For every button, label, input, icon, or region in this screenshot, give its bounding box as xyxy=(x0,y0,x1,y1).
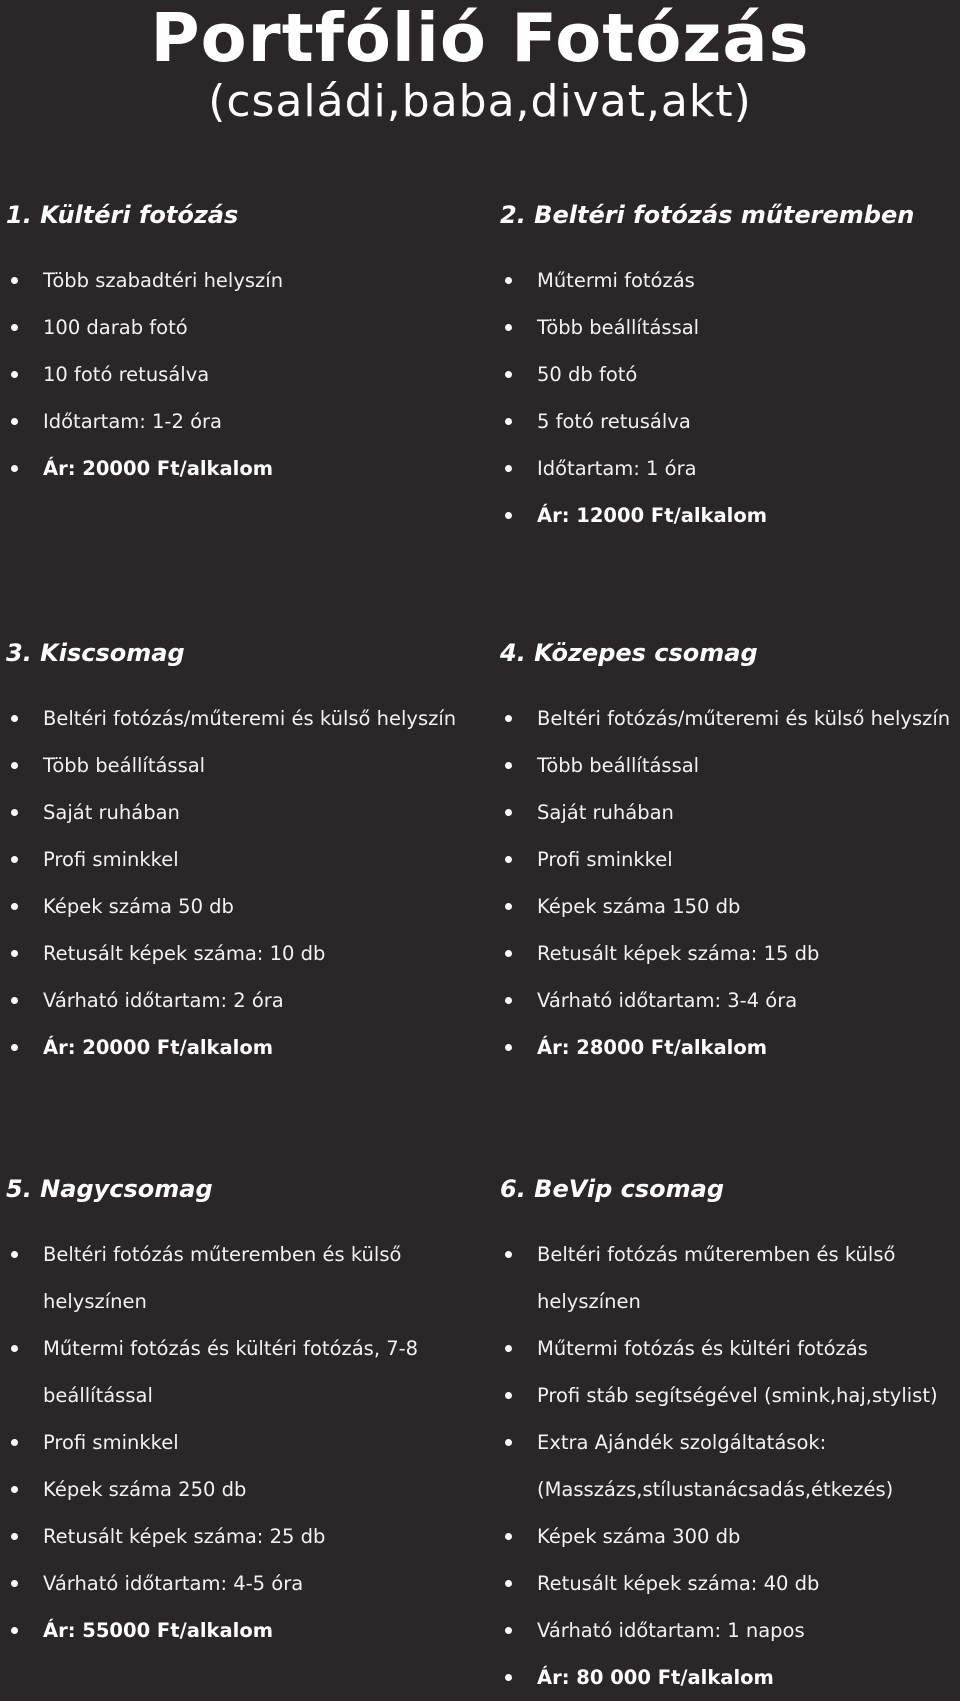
list-item: Saját ruhában xyxy=(500,789,960,836)
list-item: Retusált képek száma: 10 db xyxy=(6,930,486,977)
list-item: Több szabadtéri helyszín xyxy=(6,257,486,304)
package-feature-list xyxy=(6,257,486,492)
list-item: Képek száma 50 db xyxy=(6,883,486,930)
package-large xyxy=(6,1173,486,1642)
page-title: Portfólió Fotózás xyxy=(150,0,810,77)
package-title: 5. Nagycsomag xyxy=(6,1175,213,1203)
list-item: Több beállítással xyxy=(500,742,960,789)
list-item: Várható időtartam: 4-5 óra xyxy=(6,1560,486,1607)
list-item: Beltéri fotózás/műteremi és külső helyszín xyxy=(6,695,486,742)
package-feature-list xyxy=(6,1231,486,1654)
list-item: Retusált képek száma: 40 db xyxy=(500,1560,960,1607)
package-price: Ár: 55000 Ft/alkalom xyxy=(6,1607,486,1654)
list-item: Profi stáb segítségével (smink,haj,stylist) xyxy=(500,1372,960,1419)
list-item: Retusált képek száma: 15 db xyxy=(500,930,960,977)
package-title: 1. Kültéri fotózás xyxy=(6,201,239,229)
list-item: Várható időtartam: 3-4 óra xyxy=(500,977,960,1024)
list-item: Időtartam: 1-2 óra xyxy=(6,398,486,445)
list-item: Képek száma 300 db xyxy=(500,1513,960,1560)
list-item: 10 fotó retusálva xyxy=(6,351,486,398)
list-item: Várható időtartam: 2 óra xyxy=(6,977,486,1024)
package-bevip xyxy=(500,1173,960,1689)
list-item: Műtermi fotózás xyxy=(500,257,960,304)
package-medium xyxy=(500,637,960,1059)
list-item: Extra Ajándék szolgáltatások: (Masszázs,stílustanácsadás,étkezés) xyxy=(500,1419,947,1513)
package-title: 4. Közepes csomag xyxy=(500,639,758,667)
list-item: Beltéri fotózás műteremben és külső helyszínen xyxy=(6,1231,453,1325)
list-item: Időtartam: 1 óra xyxy=(500,445,960,492)
list-item: Több beállítással xyxy=(6,742,486,789)
package-outdoor xyxy=(6,199,486,480)
package-title: 6. BeVip csomag xyxy=(500,1175,725,1203)
package-price: Ár: 12000 Ft/alkalom xyxy=(500,492,960,539)
package-title: 2. Beltéri fotózás műteremben xyxy=(500,201,915,229)
list-item: Műtermi fotózás és kültéri fotózás, 7-8 beállítással xyxy=(6,1325,453,1419)
list-item: Képek száma 150 db xyxy=(500,883,960,930)
list-item: Saját ruhában xyxy=(6,789,486,836)
package-price: Ár: 20000 Ft/alkalom xyxy=(6,445,486,492)
list-item: 100 darab fotó xyxy=(6,304,486,351)
list-item: Beltéri fotózás/műteremi és külső helyszín xyxy=(500,695,960,742)
package-feature-list xyxy=(500,695,960,1071)
package-price: Ár: 20000 Ft/alkalom xyxy=(6,1024,486,1071)
package-title: 3. Kiscsomag xyxy=(6,639,185,667)
list-item: Várható időtartam: 1 napos xyxy=(500,1607,960,1654)
list-item: Több beállítással xyxy=(500,304,960,351)
page-subtitle: (családi,baba,divat,akt) xyxy=(208,76,752,127)
list-item: 50 db fotó xyxy=(500,351,960,398)
list-item: Műtermi fotózás és kültéri fotózás xyxy=(500,1325,960,1372)
list-item: Képek száma 250 db xyxy=(6,1466,486,1513)
package-price: Ár: 80 000 Ft/alkalom xyxy=(500,1654,960,1701)
package-studio xyxy=(500,199,960,527)
package-feature-list xyxy=(500,1231,960,1701)
package-small xyxy=(6,637,486,1059)
list-item: 5 fotó retusálva xyxy=(500,398,960,445)
package-feature-list xyxy=(6,695,486,1071)
list-item: Retusált képek száma: 25 db xyxy=(6,1513,486,1560)
list-item: Profi sminkkel xyxy=(6,1419,486,1466)
list-item: Profi sminkkel xyxy=(500,836,960,883)
package-price: Ár: 28000 Ft/alkalom xyxy=(500,1024,960,1071)
list-item: Beltéri fotózás műteremben és külső helyszínen xyxy=(500,1231,947,1325)
list-item: Profi sminkkel xyxy=(6,836,486,883)
package-feature-list xyxy=(500,257,960,539)
